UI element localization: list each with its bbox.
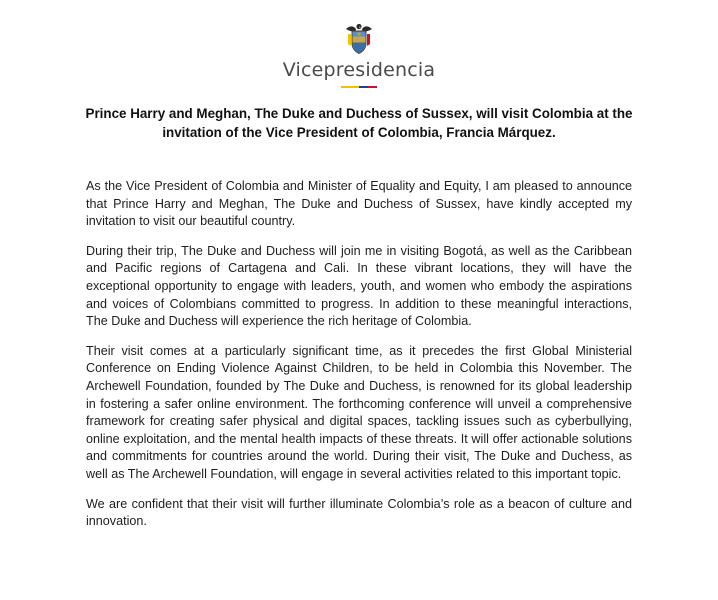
colombia-flag-stripe <box>341 86 377 88</box>
flag-stripe-yellow <box>341 86 359 88</box>
flag-stripe-red <box>368 86 377 88</box>
flag-stripe-blue <box>359 86 368 88</box>
paragraph-announcement: As the Vice President of Colombia and Minister of Equality and Equity, I am pleased to announce that Prince Harry and Meghan, The Duke and Duchess of Sussex, have kindly accepted my invitation to visit our beautiful country. <box>86 179 632 229</box>
colombia-coat-of-arms-icon <box>344 22 374 56</box>
paragraph-conference: Their visit comes at a particularly significant time, as it precedes the first Global Ministerial Conference on Ending Violence Against Children, to be held in Colombia this November. The Archewell Foundation, founded by The Duke and Duchess, is renowned for its global leadership in fostering a safer online environment. The forthcoming conference will unveil a comprehensive framework for creating safer physical and digital spaces, tackling issues such as cyberbullying, online exploitation, and the mental health impacts of these threats. It will offer actionable solutions and commitments for countries around the world. During their visit, The Duke and Duchess, as well as The Archewell Foundation, will engage in several activities related to this important topic. <box>86 343 632 481</box>
organization-name: Vicepresidencia <box>282 59 436 81</box>
letterhead <box>0 22 718 88</box>
document-body <box>86 178 632 543</box>
paragraph-closing: We are confident that their visit will further illuminate Colombia’s role as a beacon of culture and innovation. <box>86 496 632 529</box>
document-title: Prince Harry and Meghan, The Duke and Duchess of Sussex, will visit Colombia at the invitation of the Vice President of Colombia, Francia Márquez. <box>85 106 633 140</box>
paragraph-trip: During their trip, The Duke and Duchess will join me in visiting Bogotá, as well as the Caribbean and Pacific regions of Cartagena and Cali. In these vibrant locations, they will have the exceptional opportunity to engage with leaders, youth, and women who embody the aspirations and voices of Colombians committed to progress. In addition to these meaningful interactions, The Duke and Duchess will experience the rich heritage of Colombia. <box>86 243 632 329</box>
